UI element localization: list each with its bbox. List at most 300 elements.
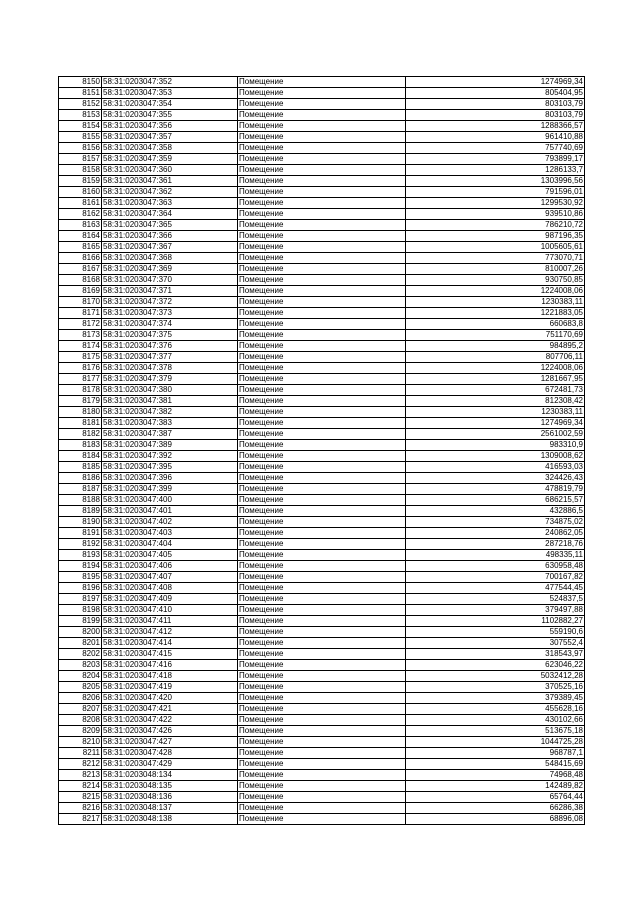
object-type-cell: Помещение — [238, 99, 406, 110]
object-type-cell: Помещение — [238, 330, 406, 341]
object-type-cell: Помещение — [238, 187, 406, 198]
cadastral-value-cell: 1281667,95 — [406, 374, 585, 385]
object-type-cell: Помещение — [238, 352, 406, 363]
object-type-cell: Помещение — [238, 484, 406, 495]
object-type-cell: Помещение — [238, 517, 406, 528]
cadastral-value-cell: 74968,48 — [406, 770, 585, 781]
cadastral-value-cell: 757740,69 — [406, 143, 585, 154]
cadastral-number-cell: 58:31:0203047:411 — [102, 616, 238, 627]
row-number-cell: 8195 — [59, 572, 102, 583]
table-row — [59, 77, 585, 88]
cadastral-value-cell: 1288366,57 — [406, 121, 585, 132]
cadastral-value-cell: 1224008,06 — [406, 286, 585, 297]
table-row — [59, 88, 585, 99]
table-row — [59, 385, 585, 396]
object-type-cell: Помещение — [238, 209, 406, 220]
table-row — [59, 484, 585, 495]
cadastral-number-cell: 58:31:0203047:408 — [102, 583, 238, 594]
cadastral-number-cell: 58:31:0203047:383 — [102, 418, 238, 429]
cadastral-value-cell: 287218,76 — [406, 539, 585, 550]
cadastral-value-cell: 318543,97 — [406, 649, 585, 660]
cadastral-value-cell: 2561002,59 — [406, 429, 585, 440]
table-row — [59, 110, 585, 121]
row-number-cell: 8173 — [59, 330, 102, 341]
table-row — [59, 396, 585, 407]
row-number-cell: 8215 — [59, 792, 102, 803]
cadastral-number-cell: 58:31:0203047:364 — [102, 209, 238, 220]
object-type-cell: Помещение — [238, 748, 406, 759]
cadastral-value-cell: 548415,69 — [406, 759, 585, 770]
cadastral-number-cell: 58:31:0203047:366 — [102, 231, 238, 242]
cadastral-value-cell: 432886,5 — [406, 506, 585, 517]
cadastral-value-cell: 983310,9 — [406, 440, 585, 451]
cadastral-value-cell: 805404,95 — [406, 88, 585, 99]
table-row — [59, 561, 585, 572]
row-number-cell: 8180 — [59, 407, 102, 418]
cadastral-value-cell: 700167,82 — [406, 572, 585, 583]
cadastral-value-cell: 142489,82 — [406, 781, 585, 792]
row-number-cell: 8206 — [59, 693, 102, 704]
row-number-cell: 8184 — [59, 451, 102, 462]
cadastral-number-cell: 58:31:0203047:371 — [102, 286, 238, 297]
cadastral-value-cell: 672481,73 — [406, 385, 585, 396]
cadastral-value-cell: 803103,79 — [406, 99, 585, 110]
cadastral-number-cell: 58:31:0203047:412 — [102, 627, 238, 638]
cadastral-number-cell: 58:31:0203047:376 — [102, 341, 238, 352]
object-type-cell: Помещение — [238, 154, 406, 165]
object-type-cell: Помещение — [238, 385, 406, 396]
table-row — [59, 671, 585, 682]
object-type-cell: Помещение — [238, 77, 406, 88]
object-type-cell: Помещение — [238, 253, 406, 264]
table-row — [59, 319, 585, 330]
cadastral-value-cell: 807706,11 — [406, 352, 585, 363]
row-number-cell: 8212 — [59, 759, 102, 770]
table-row — [59, 792, 585, 803]
row-number-cell: 8165 — [59, 242, 102, 253]
table-row — [59, 440, 585, 451]
table-row — [59, 638, 585, 649]
row-number-cell: 8194 — [59, 561, 102, 572]
table-row — [59, 242, 585, 253]
table-row — [59, 264, 585, 275]
row-number-cell: 8153 — [59, 110, 102, 121]
cadastral-value-cell: 686215,57 — [406, 495, 585, 506]
row-number-cell: 8161 — [59, 198, 102, 209]
cadastral-number-cell: 58:31:0203047:409 — [102, 594, 238, 605]
row-number-cell: 8171 — [59, 308, 102, 319]
cadastral-number-cell: 58:31:0203047:369 — [102, 264, 238, 275]
cadastral-number-cell: 58:31:0203047:359 — [102, 154, 238, 165]
object-type-cell: Помещение — [238, 660, 406, 671]
table-row — [59, 418, 585, 429]
cadastral-number-cell: 58:31:0203047:361 — [102, 176, 238, 187]
row-number-cell: 8181 — [59, 418, 102, 429]
cadastral-number-cell: 58:31:0203047:410 — [102, 605, 238, 616]
cadastral-value-cell: 1224008,06 — [406, 363, 585, 374]
cadastral-value-cell: 513675,18 — [406, 726, 585, 737]
row-number-cell: 8193 — [59, 550, 102, 561]
cadastral-value-cell: 324426,43 — [406, 473, 585, 484]
cadastral-number-cell: 58:31:0203047:405 — [102, 550, 238, 561]
cadastral-number-cell: 58:31:0203047:382 — [102, 407, 238, 418]
row-number-cell: 8208 — [59, 715, 102, 726]
row-number-cell: 8167 — [59, 264, 102, 275]
table-row — [59, 803, 585, 814]
row-number-cell: 8172 — [59, 319, 102, 330]
object-type-cell: Помещение — [238, 462, 406, 473]
row-number-cell: 8211 — [59, 748, 102, 759]
row-number-cell: 8216 — [59, 803, 102, 814]
cadastral-value-cell: 1230383,11 — [406, 407, 585, 418]
registry-table-body — [59, 77, 585, 825]
cadastral-value-cell: 66286,38 — [406, 803, 585, 814]
table-row — [59, 704, 585, 715]
object-type-cell: Помещение — [238, 88, 406, 99]
object-type-cell: Помещение — [238, 308, 406, 319]
cadastral-value-cell: 559190,6 — [406, 627, 585, 638]
cadastral-value-cell: 370525,16 — [406, 682, 585, 693]
cadastral-value-cell: 630958,48 — [406, 561, 585, 572]
cadastral-value-cell: 430102,66 — [406, 715, 585, 726]
cadastral-number-cell: 58:31:0203047:370 — [102, 275, 238, 286]
object-type-cell: Помещение — [238, 429, 406, 440]
object-type-cell: Помещение — [238, 451, 406, 462]
object-type-cell: Помещение — [238, 583, 406, 594]
cadastral-number-cell: 58:31:0203047:374 — [102, 319, 238, 330]
table-row — [59, 165, 585, 176]
row-number-cell: 8210 — [59, 737, 102, 748]
table-row — [59, 121, 585, 132]
row-number-cell: 8187 — [59, 484, 102, 495]
table-row — [59, 693, 585, 704]
cadastral-value-cell: 65764,44 — [406, 792, 585, 803]
object-type-cell: Помещение — [238, 242, 406, 253]
cadastral-value-cell: 961410,88 — [406, 132, 585, 143]
object-type-cell: Помещение — [238, 693, 406, 704]
object-type-cell: Помещение — [238, 539, 406, 550]
cadastral-number-cell: 58:31:0203047:427 — [102, 737, 238, 748]
object-type-cell: Помещение — [238, 143, 406, 154]
row-number-cell: 8189 — [59, 506, 102, 517]
cadastral-value-cell: 1044725,28 — [406, 737, 585, 748]
table-row — [59, 759, 585, 770]
cadastral-number-cell: 58:31:0203047:368 — [102, 253, 238, 264]
row-number-cell: 8209 — [59, 726, 102, 737]
object-type-cell: Помещение — [238, 726, 406, 737]
object-type-cell: Помещение — [238, 814, 406, 825]
table-row — [59, 726, 585, 737]
cadastral-value-cell: 1303996,56 — [406, 176, 585, 187]
table-row — [59, 748, 585, 759]
object-type-cell: Помещение — [238, 121, 406, 132]
cadastral-number-cell: 58:31:0203047:404 — [102, 539, 238, 550]
cadastral-number-cell: 58:31:0203047:375 — [102, 330, 238, 341]
table-row — [59, 737, 585, 748]
object-type-cell: Помещение — [238, 132, 406, 143]
row-number-cell: 8179 — [59, 396, 102, 407]
row-number-cell: 8185 — [59, 462, 102, 473]
cadastral-value-cell: 5032412,28 — [406, 671, 585, 682]
table-row — [59, 528, 585, 539]
table-row — [59, 209, 585, 220]
object-type-cell: Помещение — [238, 671, 406, 682]
row-number-cell: 8214 — [59, 781, 102, 792]
row-number-cell: 8169 — [59, 286, 102, 297]
table-row — [59, 99, 585, 110]
table-row — [59, 275, 585, 286]
row-number-cell: 8155 — [59, 132, 102, 143]
object-type-cell: Помещение — [238, 627, 406, 638]
cadastral-number-cell: 58:31:0203047:403 — [102, 528, 238, 539]
table-row — [59, 627, 585, 638]
row-number-cell: 8201 — [59, 638, 102, 649]
table-row — [59, 220, 585, 231]
object-type-cell: Помещение — [238, 781, 406, 792]
table-row — [59, 462, 585, 473]
cadastral-number-cell: 58:31:0203047:365 — [102, 220, 238, 231]
cadastral-value-cell: 1309008,62 — [406, 451, 585, 462]
object-type-cell: Помещение — [238, 341, 406, 352]
cadastral-value-cell: 379497,88 — [406, 605, 585, 616]
cadastral-number-cell: 58:31:0203047:389 — [102, 440, 238, 451]
cadastral-number-cell: 58:31:0203047:380 — [102, 385, 238, 396]
cadastral-value-cell: 524837,5 — [406, 594, 585, 605]
cadastral-value-cell: 240862,05 — [406, 528, 585, 539]
cadastral-number-cell: 58:31:0203047:355 — [102, 110, 238, 121]
table-row — [59, 352, 585, 363]
cadastral-number-cell: 58:31:0203047:378 — [102, 363, 238, 374]
cadastral-value-cell: 987196,35 — [406, 231, 585, 242]
cadastral-number-cell: 58:31:0203047:358 — [102, 143, 238, 154]
table-row — [59, 814, 585, 825]
object-type-cell: Помещение — [238, 649, 406, 660]
cadastral-number-cell: 58:31:0203047:396 — [102, 473, 238, 484]
cadastral-value-cell: 812308,42 — [406, 396, 585, 407]
cadastral-value-cell: 1102882,27 — [406, 616, 585, 627]
object-type-cell: Помещение — [238, 803, 406, 814]
row-number-cell: 8166 — [59, 253, 102, 264]
object-type-cell: Помещение — [238, 572, 406, 583]
object-type-cell: Помещение — [238, 440, 406, 451]
cadastral-number-cell: 58:31:0203047:422 — [102, 715, 238, 726]
table-row — [59, 572, 585, 583]
row-number-cell: 8192 — [59, 539, 102, 550]
table-row — [59, 451, 585, 462]
object-type-cell: Помещение — [238, 561, 406, 572]
row-number-cell: 8162 — [59, 209, 102, 220]
object-type-cell: Помещение — [238, 110, 406, 121]
object-type-cell: Помещение — [238, 286, 406, 297]
object-type-cell: Помещение — [238, 528, 406, 539]
table-row — [59, 781, 585, 792]
object-type-cell: Помещение — [238, 363, 406, 374]
table-row — [59, 308, 585, 319]
row-number-cell: 8191 — [59, 528, 102, 539]
cadastral-number-cell: 58:31:0203047:419 — [102, 682, 238, 693]
row-number-cell: 8205 — [59, 682, 102, 693]
table-row — [59, 539, 585, 550]
row-number-cell: 8199 — [59, 616, 102, 627]
cadastral-value-cell: 307552,4 — [406, 638, 585, 649]
row-number-cell: 8159 — [59, 176, 102, 187]
cadastral-number-cell: 58:31:0203048:138 — [102, 814, 238, 825]
cadastral-value-cell: 1299530,92 — [406, 198, 585, 209]
object-type-cell: Помещение — [238, 473, 406, 484]
table-row — [59, 407, 585, 418]
cadastral-value-cell: 379389,45 — [406, 693, 585, 704]
cadastral-value-cell: 660683,8 — [406, 319, 585, 330]
row-number-cell: 8202 — [59, 649, 102, 660]
object-type-cell: Помещение — [238, 704, 406, 715]
cadastral-value-cell: 984895,2 — [406, 341, 585, 352]
table-row — [59, 297, 585, 308]
cadastral-value-cell: 416593,03 — [406, 462, 585, 473]
cadastral-value-cell: 786210,72 — [406, 220, 585, 231]
cadastral-number-cell: 58:31:0203047:401 — [102, 506, 238, 517]
table-row — [59, 682, 585, 693]
table-row — [59, 253, 585, 264]
cadastral-value-cell: 939510,86 — [406, 209, 585, 220]
cadastral-number-cell: 58:31:0203047:418 — [102, 671, 238, 682]
row-number-cell: 8176 — [59, 363, 102, 374]
cadastral-value-cell: 1286133,7 — [406, 165, 585, 176]
object-type-cell: Помещение — [238, 638, 406, 649]
cadastral-number-cell: 58:31:0203047:416 — [102, 660, 238, 671]
object-type-cell: Помещение — [238, 198, 406, 209]
row-number-cell: 8183 — [59, 440, 102, 451]
cadastral-value-cell: 1230383,11 — [406, 297, 585, 308]
object-type-cell: Помещение — [238, 737, 406, 748]
table-row — [59, 429, 585, 440]
object-type-cell: Помещение — [238, 297, 406, 308]
object-type-cell: Помещение — [238, 231, 406, 242]
row-number-cell: 8178 — [59, 385, 102, 396]
object-type-cell: Помещение — [238, 319, 406, 330]
cadastral-number-cell: 58:31:0203047:421 — [102, 704, 238, 715]
cadastral-number-cell: 58:31:0203047:387 — [102, 429, 238, 440]
row-number-cell: 8188 — [59, 495, 102, 506]
row-number-cell: 8151 — [59, 88, 102, 99]
cadastral-number-cell: 58:31:0203047:363 — [102, 198, 238, 209]
row-number-cell: 8207 — [59, 704, 102, 715]
row-number-cell: 8203 — [59, 660, 102, 671]
row-number-cell: 8168 — [59, 275, 102, 286]
cadastral-number-cell: 58:31:0203048:136 — [102, 792, 238, 803]
table-row — [59, 495, 585, 506]
cadastral-value-cell: 968787,1 — [406, 748, 585, 759]
cadastral-number-cell: 58:31:0203047:399 — [102, 484, 238, 495]
cadastral-value-cell: 1274969,34 — [406, 418, 585, 429]
cadastral-value-cell: 478819,79 — [406, 484, 585, 495]
object-type-cell: Помещение — [238, 495, 406, 506]
object-type-cell: Помещение — [238, 396, 406, 407]
row-number-cell: 8190 — [59, 517, 102, 528]
cadastral-number-cell: 58:31:0203047:414 — [102, 638, 238, 649]
table-row — [59, 187, 585, 198]
object-type-cell: Помещение — [238, 792, 406, 803]
row-number-cell: 8163 — [59, 220, 102, 231]
object-type-cell: Помещение — [238, 594, 406, 605]
cadastral-number-cell: 58:31:0203047:415 — [102, 649, 238, 660]
cadastral-number-cell: 58:31:0203047:367 — [102, 242, 238, 253]
object-type-cell: Помещение — [238, 770, 406, 781]
table-row — [59, 341, 585, 352]
property-registry-table — [58, 76, 585, 825]
cadastral-value-cell: 793899,17 — [406, 154, 585, 165]
object-type-cell: Помещение — [238, 275, 406, 286]
object-type-cell: Помещение — [238, 374, 406, 385]
object-type-cell: Помещение — [238, 506, 406, 517]
object-type-cell: Помещение — [238, 165, 406, 176]
table-row — [59, 616, 585, 627]
object-type-cell: Помещение — [238, 682, 406, 693]
table-row — [59, 605, 585, 616]
cadastral-number-cell: 58:31:0203047:362 — [102, 187, 238, 198]
cadastral-number-cell: 58:31:0203047:395 — [102, 462, 238, 473]
table-row — [59, 286, 585, 297]
table-row — [59, 594, 585, 605]
cadastral-value-cell: 810007,26 — [406, 264, 585, 275]
cadastral-value-cell: 498335,11 — [406, 550, 585, 561]
cadastral-value-cell: 455628,16 — [406, 704, 585, 715]
cadastral-value-cell: 1274969,34 — [406, 77, 585, 88]
row-number-cell: 8200 — [59, 627, 102, 638]
table-row — [59, 231, 585, 242]
object-type-cell: Помещение — [238, 176, 406, 187]
table-row — [59, 715, 585, 726]
table-row — [59, 550, 585, 561]
cadastral-value-cell: 791596,01 — [406, 187, 585, 198]
cadastral-value-cell: 773070,71 — [406, 253, 585, 264]
cadastral-number-cell: 58:31:0203047:392 — [102, 451, 238, 462]
cadastral-value-cell: 1221883,05 — [406, 308, 585, 319]
cadastral-value-cell: 68896,08 — [406, 814, 585, 825]
cadastral-number-cell: 58:31:0203047:356 — [102, 121, 238, 132]
row-number-cell: 8170 — [59, 297, 102, 308]
object-type-cell: Помещение — [238, 264, 406, 275]
table-row — [59, 330, 585, 341]
cadastral-number-cell: 58:31:0203047:402 — [102, 517, 238, 528]
cadastral-number-cell: 58:31:0203047:429 — [102, 759, 238, 770]
cadastral-value-cell: 930750,85 — [406, 275, 585, 286]
cadastral-number-cell: 58:31:0203047:379 — [102, 374, 238, 385]
row-number-cell: 8182 — [59, 429, 102, 440]
table-row — [59, 506, 585, 517]
object-type-cell: Помещение — [238, 605, 406, 616]
cadastral-number-cell: 58:31:0203048:135 — [102, 781, 238, 792]
table-row — [59, 660, 585, 671]
row-number-cell: 8150 — [59, 77, 102, 88]
cadastral-number-cell: 58:31:0203047:354 — [102, 99, 238, 110]
table-row — [59, 143, 585, 154]
row-number-cell: 8160 — [59, 187, 102, 198]
row-number-cell: 8154 — [59, 121, 102, 132]
table-row — [59, 363, 585, 374]
cadastral-number-cell: 58:31:0203047:377 — [102, 352, 238, 363]
object-type-cell: Помещение — [238, 759, 406, 770]
row-number-cell: 8196 — [59, 583, 102, 594]
row-number-cell: 8152 — [59, 99, 102, 110]
cadastral-number-cell: 58:31:0203047:400 — [102, 495, 238, 506]
row-number-cell: 8186 — [59, 473, 102, 484]
table-row — [59, 583, 585, 594]
cadastral-number-cell: 58:31:0203047:407 — [102, 572, 238, 583]
object-type-cell: Помещение — [238, 616, 406, 627]
cadastral-number-cell: 58:31:0203048:134 — [102, 770, 238, 781]
row-number-cell: 8158 — [59, 165, 102, 176]
cadastral-number-cell: 58:31:0203047:360 — [102, 165, 238, 176]
